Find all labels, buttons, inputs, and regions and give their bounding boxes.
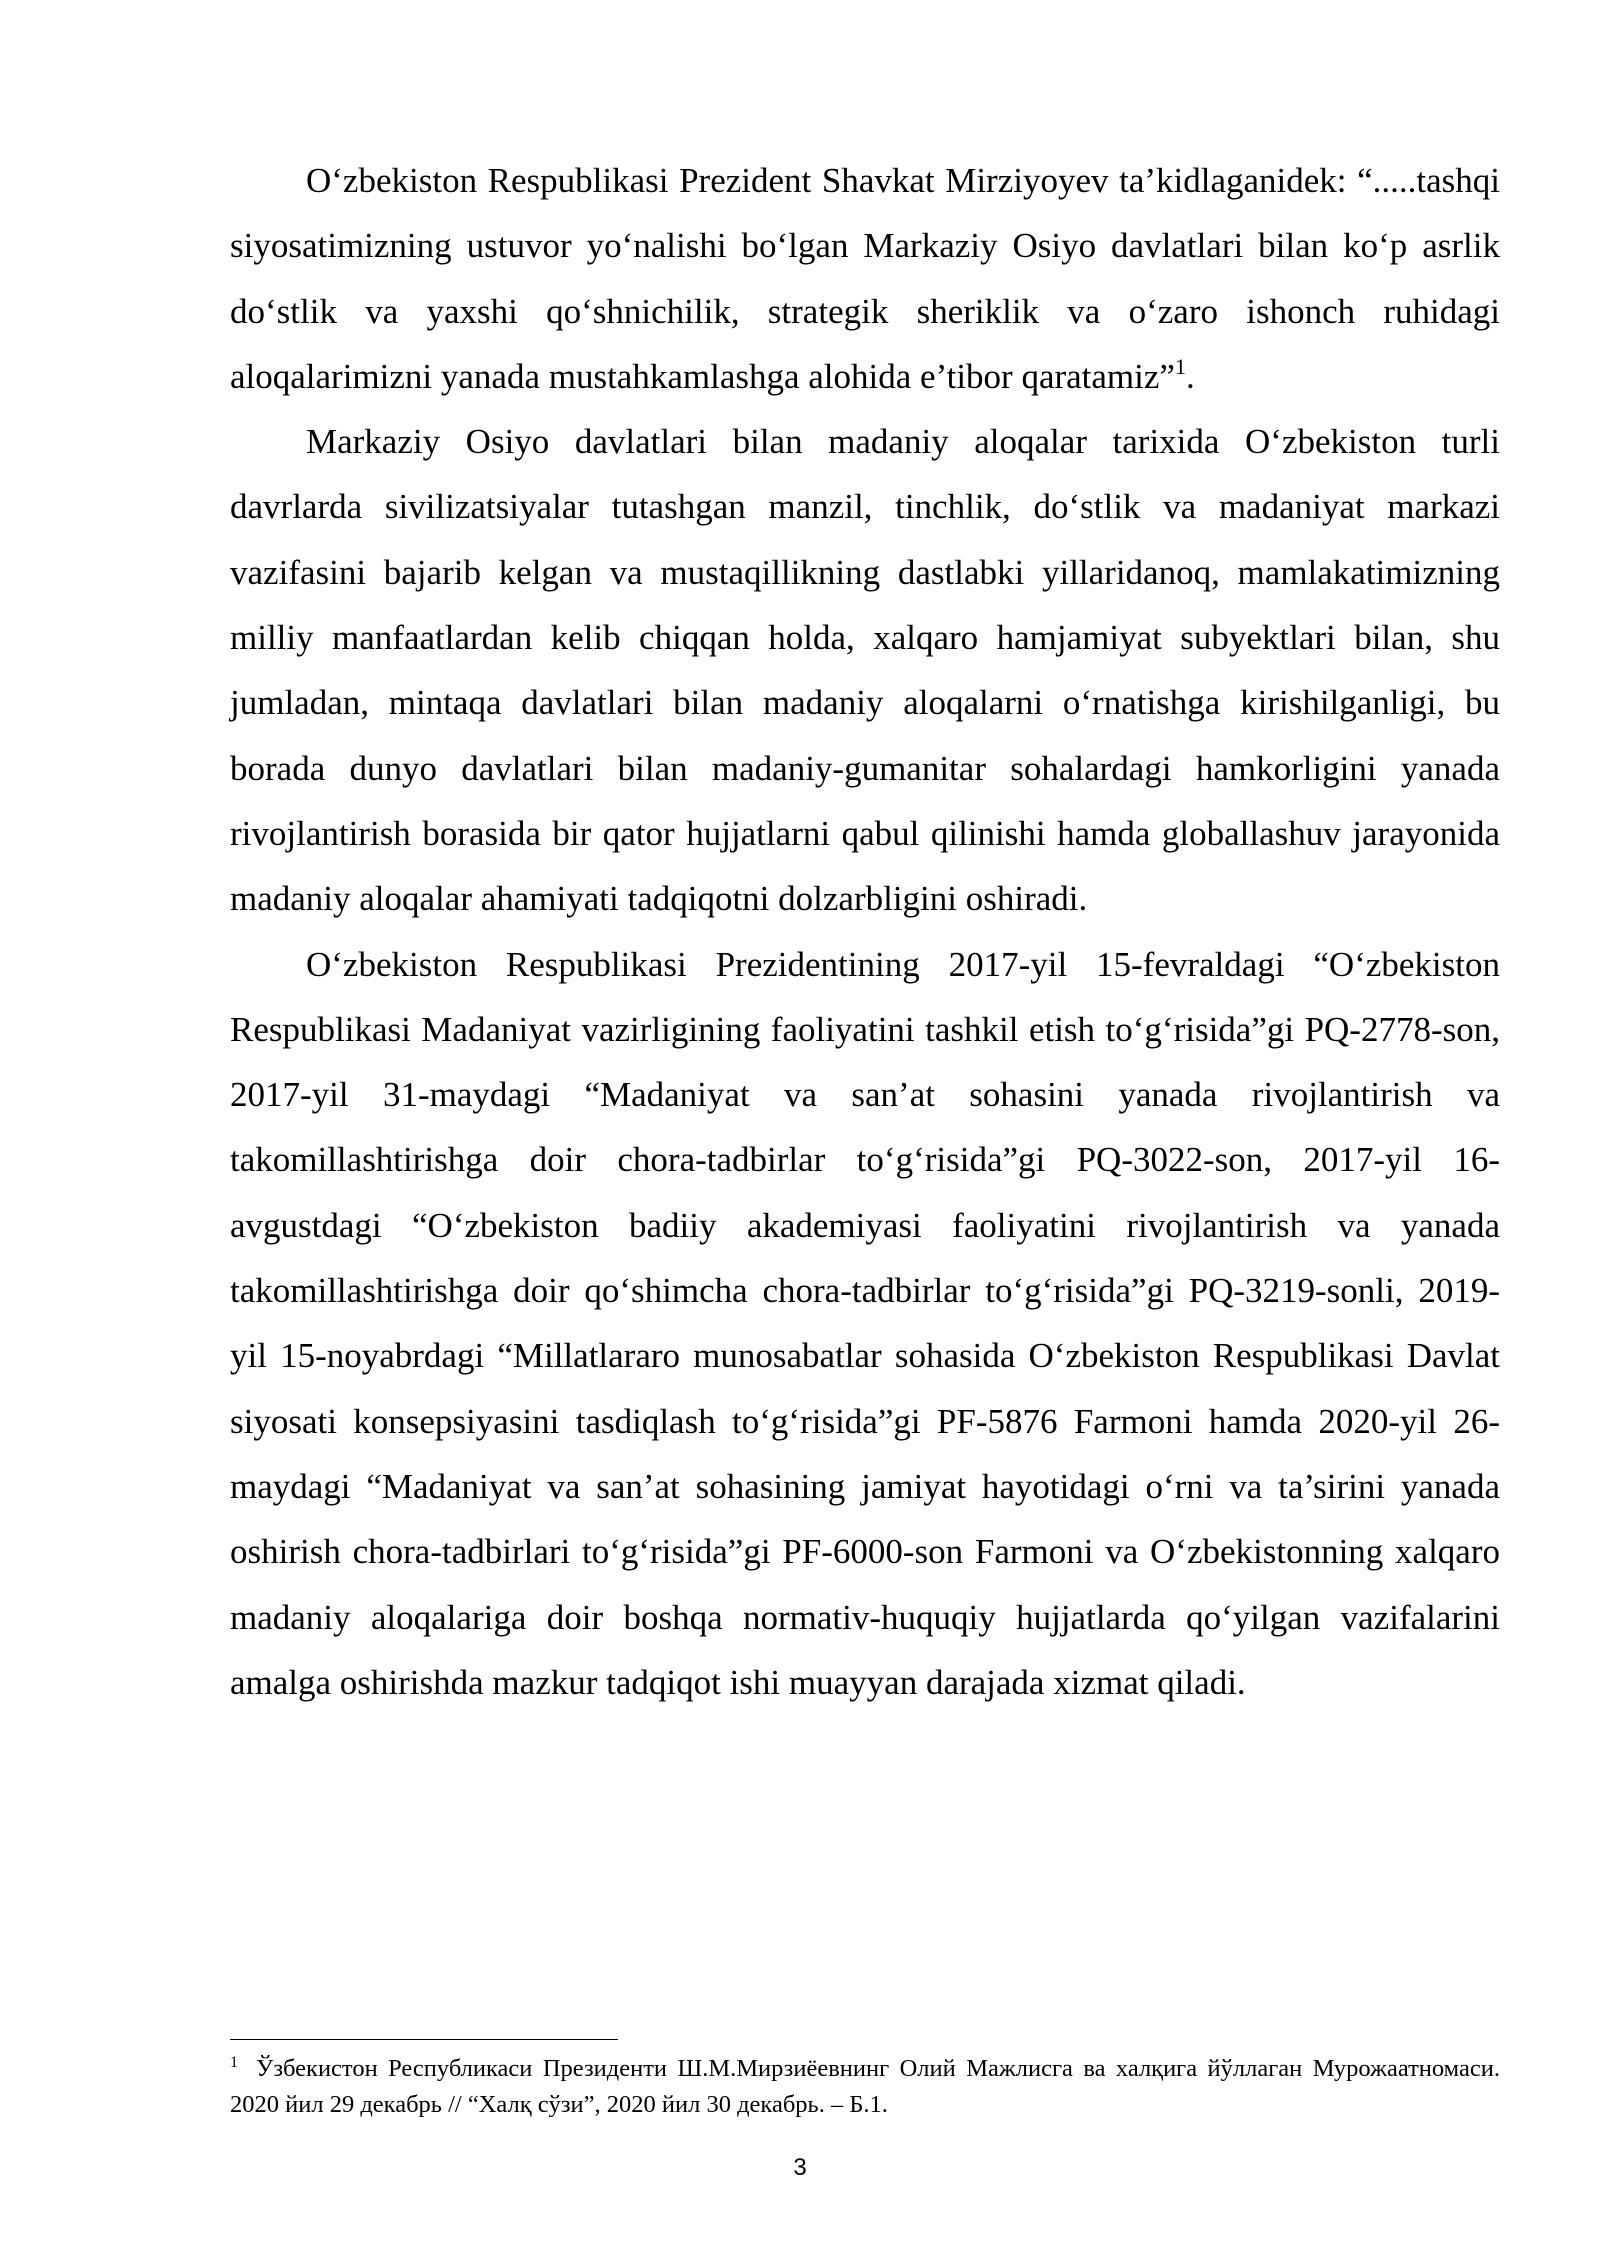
- paragraph-1: [230, 148, 1500, 409]
- footnote-number: 1: [230, 2054, 238, 2071]
- body-text: [230, 148, 1500, 1715]
- paragraph-3: O‘zbekiston Respublikasi Prezidentining 2017-yil 15-fevraldagi “O‘zbekiston Respublikasi Madaniyat vazirligining faoliyatini tashkil etish to‘g‘risida”gi PQ-2778-son, 2017-yil 31-maydagi “Madaniyat va san’at sohasini yanada rivojlantirish va takomillashtirishga doir chora-tadbirlar to‘g‘risida”gi PQ-3022-son, 2017-yil 16-avgustdagi “O‘zbekiston badiiy akademiyasi faoliyatini rivojlantirish va yanada takomillashtirishga doir qo‘shimcha chora-tadbirlar to‘g‘risida”gi PQ-3219-sonli, 2019-yil 15-noyabrdagi “Millatlararo munosabatlar sohasida O‘zbekiston Respublikasi Davlat siyosati konsepsiyasini tasdiqlash to‘g‘risida”gi PF-5876 Farmoni hamda 2020-yil 26-maydagi “Madaniyat va san’at sohasining jamiyat hayotidagi o‘rni va ta’sirini yanada oshirish chora-tadbirlari to‘g‘risida”gi PF-6000-son Farmoni va O‘zbekistonning xalqaro madaniy aloqalariga doir boshqa normativ-huquqiy hujjatlarda qo‘yilgan vazifalarini amalga oshirishda mazkur tadqiqot ishi muayyan darajada xizmat qiladi.: [230, 944, 1500, 1702]
- paragraph-1-text: O‘zbekiston Respublikasi Prezident Shavkat Mirziyoyev ta’kidlaganidek: “.....tashqi siyosatimizning ustuvor yo‘nalishi bo‘lgan Markaziy Osiyo davlatlari bilan ko‘p asrlik do‘stlik va yaxshi qo‘shnichilik, strategik sheriklik va o‘zaro ishonch ruhidagi aloqalarimizni yanada mustahkamlashga alohida e’tibor qaratamiz”: [230, 161, 1500, 396]
- footnote-reference: 1: [1174, 353, 1186, 379]
- paragraph-2: Markaziy Osiyo davlatlari bilan madaniy aloqalar tarixida O‘zbekiston turli davrlarda sivilizatsiyalar tutashgan manzil, tinchlik, do‘stlik va madaniyat markazi vazifasini bajarib kelgan va mustaqillikning dastlabki yillaridanoq, mamlakatimizning milliy manfaatlardan kelib chiqqan holda, xalqaro hamjamiyat subyektlari bilan, shu jumladan, mintaqa davlatlari bilan madaniy aloqalarni o‘rnatishga kirishilganligi, bu borada dunyo davlatlari bilan madaniy-gumanitar sohalardagi hamkorligini yanada rivojlantirish borasida bir qator hujjatlarni qabul qilinishi hamda globallashuv jarayonida madaniy aloqalar ahamiyati tadqiqotni dolzarbligini oshiradi.: [230, 422, 1500, 919]
- footnote-text: Ўзбекистон Республикаси Президенти Ш.М.Мирзиёевнинг Олий Мажлисга ва халқига йўллаган Мурожаатномаси. 2020 йил 29 декабрь // “Халқ сўзи”, 2020 йил 30 декабрь. – Б.1.: [230, 2055, 1500, 2118]
- footnote-separator: [230, 2039, 618, 2040]
- paragraph-1-end: .: [1185, 356, 1195, 396]
- footnote: [230, 2051, 1500, 2123]
- page-number: 3: [793, 2154, 807, 2181]
